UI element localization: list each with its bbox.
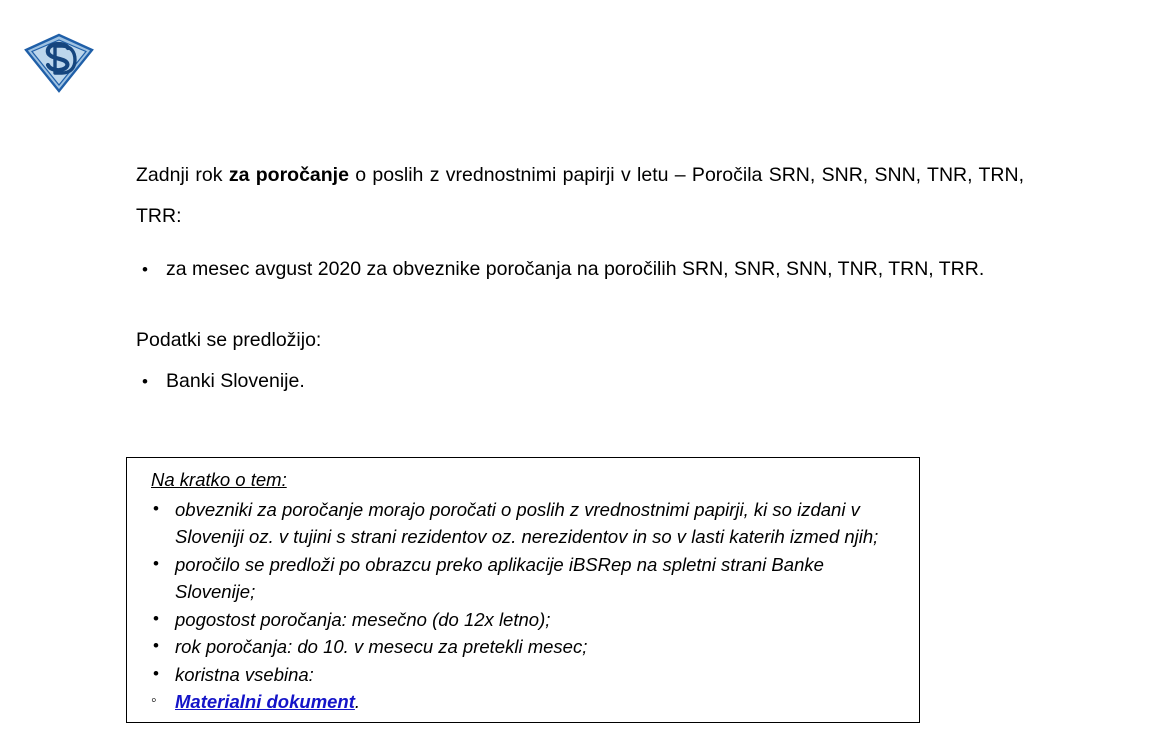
document-body: [136, 155, 1024, 402]
list-item: • poročilo se predloži po obrazcu preko aplikacije iBSRep na spletni strani Banke Slovenije;: [139, 551, 907, 606]
heading-part-2: o poslih z vrednostnimi papirji v letu – Poročila SRN, SNR, SNN, TNR, TRN, TRR:: [136, 164, 1025, 227]
sublist-trailing: .: [354, 691, 361, 712]
list-item: • obvezniki za poročanje morajo poročati o poslih z vrednostnimi papirji, ki so izdani v Sloveniji oz. v tujini s strani rezidentov oz. nerezidentov in so v lasti katerih izmed njih;: [139, 496, 907, 551]
list-item: • koristna vsebina:: [139, 661, 907, 689]
recipient-bullet-list: [136, 361, 1024, 402]
summary-box-sublist: [139, 688, 907, 716]
list-item: • pogostost poročanja: mesečno (do 12x letno);: [139, 606, 907, 634]
list-item: • rok poročanja: do 10. v mesecu za pretekli mesec;: [139, 633, 907, 661]
summary-box-list: [139, 496, 907, 689]
materialni-dokument-link[interactable]: Materialni dokument: [175, 691, 355, 712]
spacer: [136, 237, 1024, 249]
recipient-label: Banki Slovenije.: [166, 370, 305, 392]
spacer: [136, 290, 1024, 320]
subheading: Podatki se predložijo:: [136, 329, 322, 351]
list-item: [136, 249, 1024, 290]
sd-logo: [22, 33, 96, 93]
summary-box: [126, 457, 920, 723]
heading-part-1: Zadnji rok: [136, 164, 229, 186]
main-bullet-list: [136, 249, 1024, 290]
heading-bold-1: za poročanje: [228, 164, 349, 186]
page-title: [136, 155, 1024, 237]
bullet-rest: za obveznike poročanja na poročilih SRN, SNR, SNN, TNR, TRN, TRR.: [361, 258, 985, 280]
bullet-bold-term: za mesec avgust 2020: [166, 258, 362, 280]
list-item: [136, 361, 1024, 402]
summary-box-title: Na kratko o tem:: [151, 469, 287, 490]
list-item: [139, 688, 907, 716]
